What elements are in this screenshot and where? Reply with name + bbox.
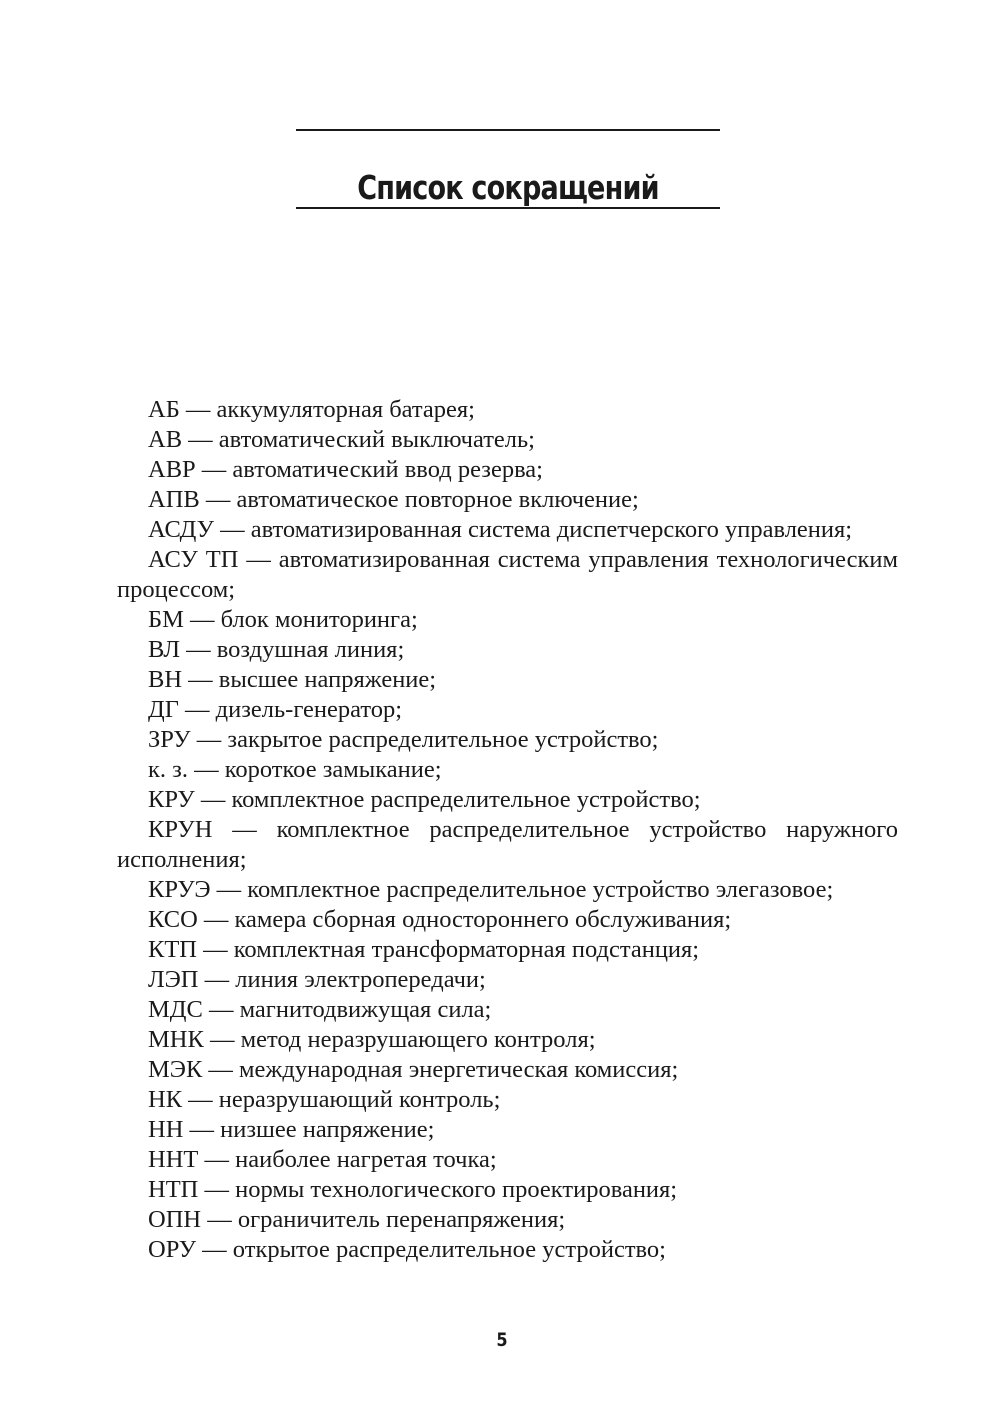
- list-item: НН — низшее напряжение;: [148, 1116, 435, 1143]
- list-item: КРУН — комплектное распределительное устройство наружного исполнения;: [117, 816, 898, 873]
- title-top-rule: [296, 129, 720, 131]
- list-item: ВЛ — воздушная линия;: [148, 636, 405, 663]
- list-item: КСО — камера сборная одностороннего обслуживания;: [148, 906, 732, 933]
- list-item: ЛЭП — линия электропередачи;: [148, 966, 486, 993]
- list-item: ННТ — наиболее нагретая точка;: [148, 1146, 497, 1173]
- list-item: КТП — комплектная трансформаторная подстанция;: [148, 936, 700, 963]
- list-item: КРУ — комплектное распределительное устройство;: [148, 786, 701, 813]
- list-item: ОРУ — открытое распределительное устройство;: [148, 1236, 666, 1263]
- list-item: АСДУ — автоматизированная система диспетчерского управления;: [148, 516, 853, 543]
- list-item: МДС — магнитодвижущая сила;: [148, 996, 492, 1023]
- list-item: БМ — блок мониторинга;: [148, 606, 418, 633]
- list-item: НК — неразрушающий контроль;: [148, 1086, 501, 1113]
- list-item: КРУЭ — комплектное распределительное устройство элегазовое;: [148, 876, 834, 903]
- list-item: ОПН — ограничитель перенапряжения;: [148, 1206, 566, 1233]
- list-item: НТП — нормы технологического проектирования;: [148, 1176, 678, 1203]
- list-item: АВ — автоматический выключатель;: [148, 426, 535, 453]
- list-item: МНК — метод неразрушающего контроля;: [148, 1026, 596, 1053]
- list-item: ЗРУ — закрытое распределительное устройство;: [148, 726, 659, 753]
- list-item: ВН — высшее напряжение;: [148, 666, 437, 693]
- list-item: к. з. — короткое замыкание;: [148, 756, 442, 783]
- page-title: Список сокращений: [357, 168, 659, 208]
- list-item: МЭК — международная энергетическая комиссия;: [148, 1056, 679, 1083]
- list-item: АВР — автоматический ввод резерва;: [148, 456, 543, 483]
- list-item: АПВ — автоматическое повторное включение;: [148, 486, 639, 513]
- page-number: 5: [496, 1329, 508, 1351]
- list-item: АБ — аккумуляторная батарея;: [148, 396, 475, 423]
- abbreviation-list: [117, 395, 898, 1265]
- title-bottom-rule: [296, 207, 720, 209]
- list-item: АСУ ТП — автоматизированная система управления технологическим процессом;: [117, 546, 898, 603]
- list-item: ДГ — дизель-генератор;: [148, 696, 403, 723]
